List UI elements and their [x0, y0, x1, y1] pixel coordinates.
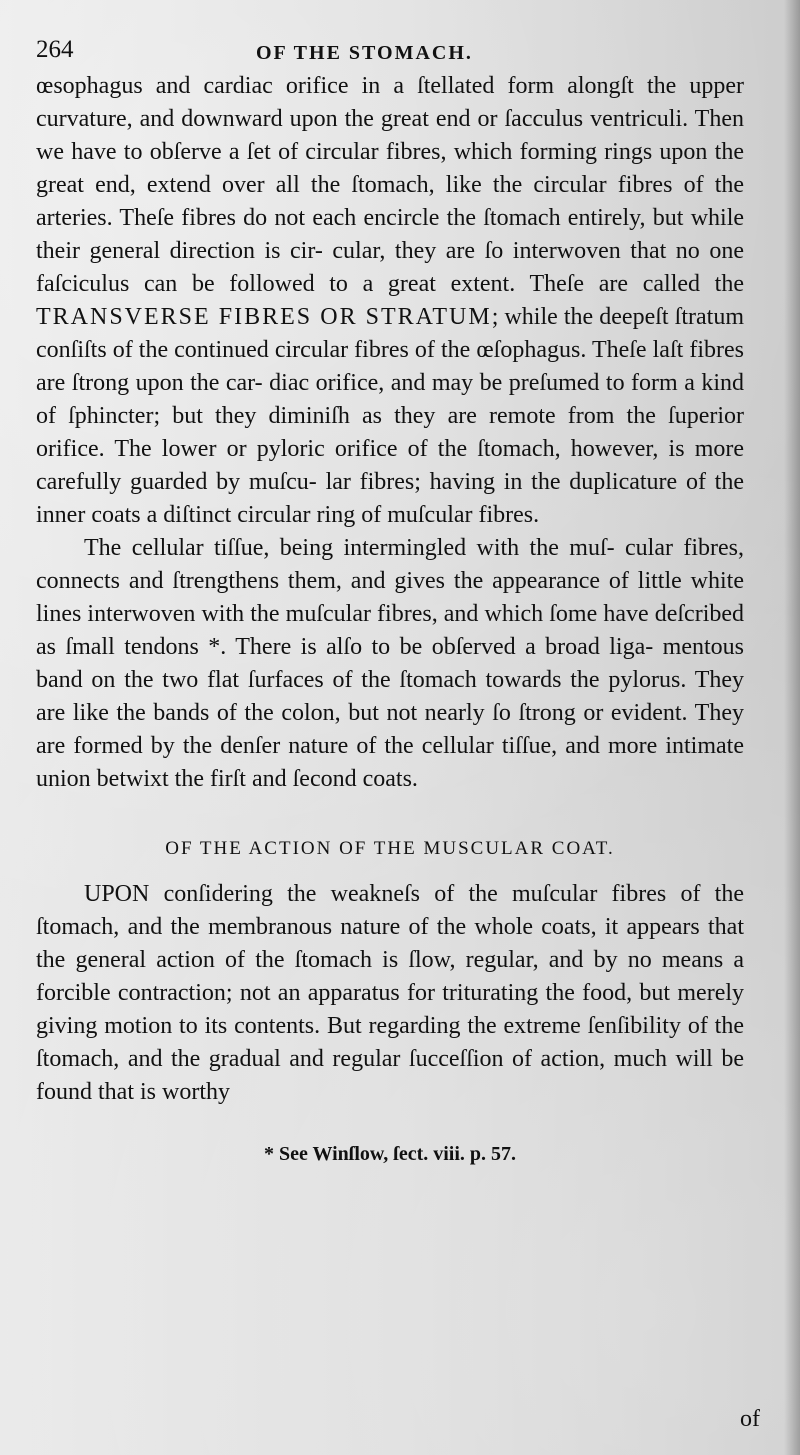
- text-line: diac orifice, and may be preſumed to form a kind of: [36, 370, 744, 429]
- text-line: œsophagus and cardiac orifice in a ſtellated form alongſt: [36, 73, 634, 99]
- running-head: [36, 34, 744, 70]
- term-transverse-fibres: TRANSVERSE FIBRES OR STRATUM: [36, 304, 492, 330]
- text-line: ſenſibility of the ſtomach, and the gradual and regular: [36, 1013, 744, 1072]
- text-line: a diſtinct circular ring of muſcular fibres.: [146, 502, 540, 528]
- text-line: of the arteries. Theſe fibres do not each encircle the: [36, 172, 745, 231]
- body-text-2: [36, 878, 744, 1109]
- text-line: of the ſtomach, and the membranous nature of the whole: [36, 881, 745, 940]
- text-line: mentous band on the two flat ſurfaces of the ſtomach: [36, 634, 744, 693]
- text-line: ſuperior orifice. The lower or pyloric orifice of the: [36, 403, 745, 462]
- text-line: giving motion to its contents. But regarding the extreme: [36, 1013, 581, 1039]
- text-line: cular, they are ſo interwoven that no one faſciculus can: [36, 238, 744, 297]
- text-line: not an apparatus for triturating the food, but merely: [239, 980, 745, 1006]
- text-line: The cellular tiſſue, being intermingled with the muſ-: [84, 535, 615, 561]
- text-line: muſcular fibres, and which ſome have deſcribed as ſmall: [36, 601, 745, 660]
- text-line: end, extend over all the ſtomach, like the circular fibres: [95, 172, 673, 198]
- text-line: the upper curvature, and downward upon the great end: [36, 73, 745, 132]
- text-line: ſtomach, however, is more carefully guarded by muſcu-: [36, 436, 745, 495]
- paragraph-2: [36, 532, 744, 796]
- paragraph-3: [36, 878, 744, 1109]
- page-number: 264: [36, 36, 74, 63]
- catchword: of: [740, 1406, 760, 1432]
- text-line: ſtratum conſiſts of the continued circular fibres of the: [36, 304, 744, 363]
- text-line: lar fibres; having in the duplicature of the inner coats: [36, 469, 745, 528]
- text-line: towards the pylorus. They are like the bands of the: [36, 667, 745, 726]
- text-line: ſucceſſion of action, much will be found that is worthy: [36, 1046, 745, 1105]
- footnote: * See Winſlow, ſect. viii. p. 57.: [263, 1143, 517, 1165]
- running-title: OF THE STOMACH.: [256, 42, 473, 64]
- text-line: ſtomach entirely, but while their general direction is cir-: [36, 205, 745, 264]
- text-line: TRANSVERSE FIBRES OR STRATUM; while the deepeſt: [36, 304, 669, 330]
- text-line: cular fibres, connects and ſtrengthens them, and gives: [36, 535, 744, 594]
- text-line: œſophagus. Theſe laſt fibres are ſtrong upon the car-: [36, 337, 744, 396]
- section-heading: OF THE ACTION OF THE MUSCULAR COAT.: [165, 838, 615, 859]
- body-text: [36, 70, 744, 796]
- text-line: UPON conſidering the weakneſs of the muſcular fibres: [84, 881, 667, 907]
- text-line: more intimate union betwixt the firſt and ſecond coats.: [36, 733, 744, 792]
- paragraph-1: [36, 70, 744, 532]
- text-line: or ſacculus ventriculi. Then we have to obſerve a ſet: [36, 106, 744, 165]
- text-line: colon, but not nearly ſo ſtrong or evident. They are: [36, 700, 744, 759]
- text-line: tendons *. There is alſo to be obſerved a broad liga-: [124, 634, 654, 660]
- text-line: the appearance of little white lines interwoven with the: [36, 568, 744, 627]
- text-line: coats, it appears that the general action of the ſtomach: [36, 914, 744, 973]
- text-line: is ſlow, regular, and by no means a forcible contraction;: [36, 947, 745, 1006]
- text-line: be followed to a great extent. Theſe are called the: [191, 271, 744, 297]
- text-line: ſphincter; but they diminiſh as they are remote from the: [68, 403, 656, 429]
- text-line: formed by the denſer nature of the cellular tiſſue, and: [73, 733, 600, 759]
- text-line: of circular fibres, which forming rings upon the great: [36, 139, 745, 198]
